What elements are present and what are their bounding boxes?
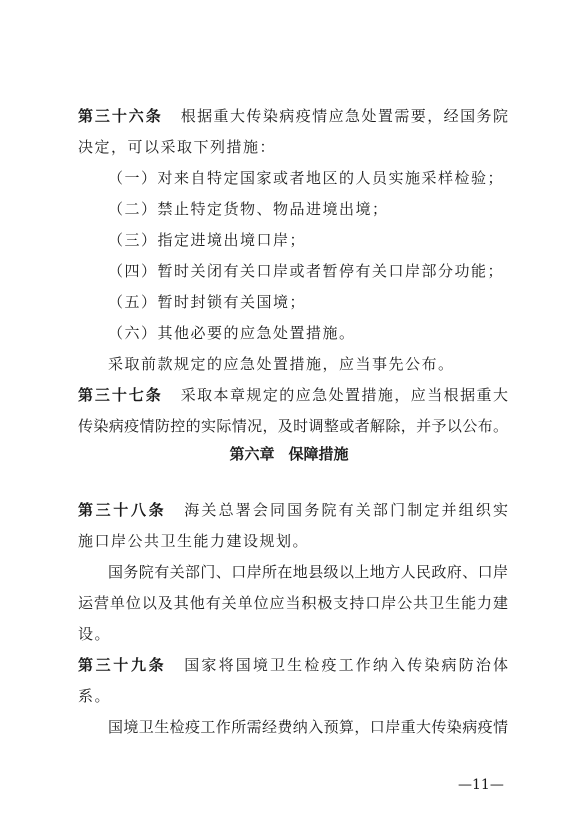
article-37-text-1: 采取本章规定的应急处置措施，应当根据重大 — [180, 386, 508, 404]
article-39-label: 第三十九条 — [78, 656, 167, 674]
article-36-line-2: 决定，可以采取下列措施： — [78, 138, 277, 156]
article-36-item-5: （五）暂时封锁有关国境； — [108, 293, 307, 311]
article-38-para2-line-2: 运营单位以及其他有关单位应当积极支持口岸公共卫生能力建 — [78, 594, 508, 612]
article-38-text-1: 海关总署会同国务院有关部门制定并组织实 — [184, 501, 508, 519]
article-39-line-1 — [78, 655, 508, 675]
article-38-line-2: 施口岸公共卫生能力建设规划。 — [78, 532, 310, 550]
article-38-line-1 — [78, 500, 508, 520]
article-37-line-1 — [78, 385, 508, 405]
article-36-label: 第三十六条 — [78, 107, 163, 125]
article-36-closing: 采取前款规定的应急处置措施，应当事先公布。 — [108, 355, 455, 373]
article-36-item-4: （四）暂时关闭有关口岸或者暂停有关口岸部分功能； — [108, 262, 505, 280]
article-39-line-2: 系。 — [78, 687, 112, 705]
article-36-line-1 — [78, 106, 508, 126]
chapter-title: 保障措施 — [288, 445, 349, 463]
article-36-item-1: （一）对来自特定国家或者地区的人员实施采样检验； — [108, 169, 505, 187]
article-38-para2-line-3: 设。 — [78, 625, 112, 643]
article-36-item-2: （二）禁止特定货物、物品进境出境； — [108, 200, 389, 218]
article-37-line-2: 传染病疫情防控的实际情况，及时调整或者解除，并予以公布。 — [78, 417, 508, 435]
chapter-number: 第六章 — [229, 445, 275, 463]
article-36-item-3: （三）指定进境出境口岸； — [108, 231, 307, 249]
page-number: —11— — [458, 777, 504, 793]
chapter-heading — [0, 444, 578, 464]
article-38-label: 第三十八条 — [78, 501, 167, 519]
article-36-item-6: （六）其他必要的应急处置措施。 — [108, 324, 356, 342]
article-38-para2-line-1: 国务院有关部门、口岸所在地县级以上地方人民政府、口岸 — [108, 563, 508, 581]
article-36-text-1: 根据重大传染病疫情应急处置需要，经国务院 — [180, 107, 508, 125]
article-39-text-1: 国家将国境卫生检疫工作纳入传染病防治体 — [184, 656, 508, 674]
article-39-para2-line-1: 国境卫生检疫工作所需经费纳入预算，口岸重大传染病疫情 — [108, 718, 508, 736]
article-37-label: 第三十七条 — [78, 386, 163, 404]
